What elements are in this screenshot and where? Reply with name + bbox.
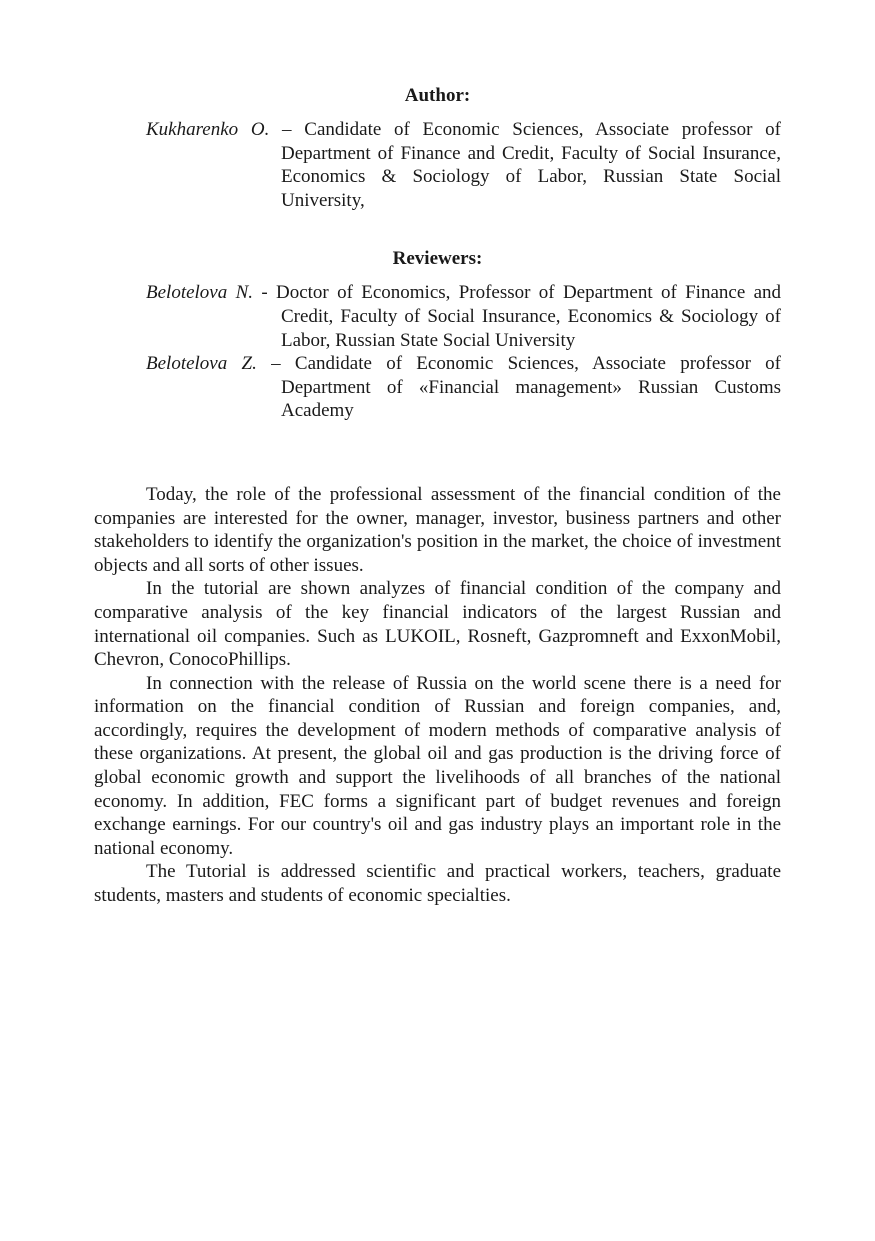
author-heading: Author: <box>404 85 471 106</box>
reviewer-separator: - <box>253 282 276 304</box>
reviewer-description: Doctor of Economics, Professor of Department of Finance and Credit, Faculty of Social Insurance, Economics & Sociology of Labor, Russian State Social University <box>275 282 782 351</box>
reviewer-name: Belotelova Z. <box>146 353 257 375</box>
author-name: Kukharenko O. <box>146 119 270 140</box>
document-page <box>94 84 781 908</box>
reviewer-description: Candidate of Economic Sciences, Associate professor of Department of «Financial management» Russian Customs Academy <box>281 353 782 422</box>
author-description: Candidate of Economic Sciences, Associate professor of Department of Finance and Credit, Faculty of Social Insurance, Economics & Sociology of Labor, Russian State Social University, <box>281 119 781 211</box>
reviewer-entry <box>146 281 781 352</box>
reviewers-heading: Reviewers: <box>392 248 483 270</box>
abstract-paragraph: In the tutorial are shown analyzes of financial condition of the company and comparative analysis of the key financial indicators of the largest Russian and international oil companies. Such as LUKOIL, Rosneft, Gazpromneft and ExxonMobil, Chevron, ConocoPhillips. <box>94 578 781 671</box>
abstract-paragraph: In connection with the release of Russia on the world scene there is a need for information on the financial condition of Russian and foreign companies, and, accordingly, requires the development of modern methods of comparative analysis of these organizations. At present, the global oil and gas production is the driving force of global economic growth and support the livelihoods of all branches of the national economy. In addition, FEC forms a significant part of budget revenues and foreign exchange earnings. For our country's oil and gas industry plays an important role in the national economy. <box>94 672 781 859</box>
reviewer-entry <box>146 352 781 423</box>
author-entry <box>146 118 781 212</box>
abstract-paragraph: The Tutorial is addressed scientific and practical workers, teachers, graduate students, masters and students of economic specialties. <box>94 861 781 907</box>
author-separator: – <box>269 119 305 140</box>
abstract-text <box>94 483 781 908</box>
abstract-paragraph: Today, the role of the professional assessment of the financial condition of the companies are interested for the owner, manager, investor, business partners and other stakeholders to identify the organization's position in the market, the choice of investment objects and all sorts of other issues. <box>94 483 781 576</box>
reviewer-separator: – <box>256 353 295 375</box>
reviewer-name: Belotelova N. <box>146 282 253 304</box>
